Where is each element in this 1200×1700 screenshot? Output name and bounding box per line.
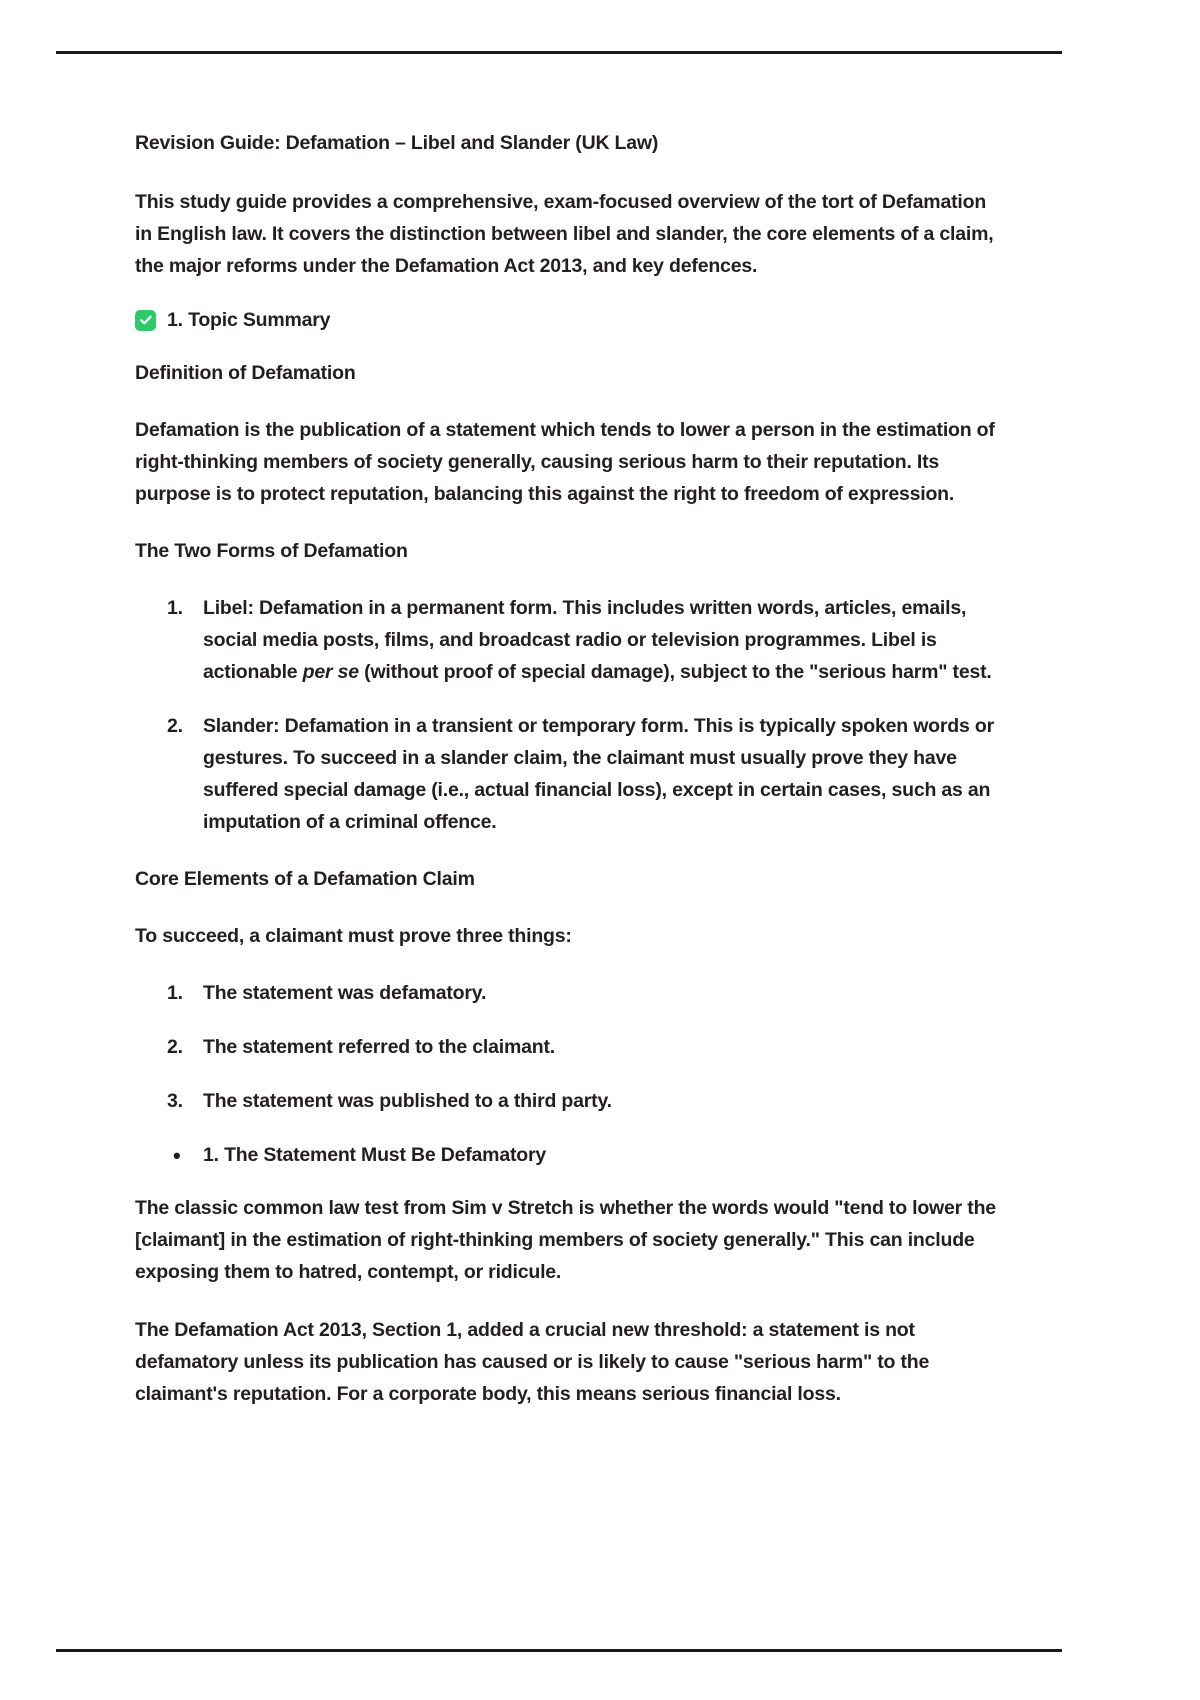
- list-item: [135, 710, 1007, 838]
- bullet-marker: •: [173, 1143, 181, 1168]
- list-item: [135, 1032, 1007, 1062]
- forms-heading: The Two Forms of Defamation: [135, 540, 408, 562]
- core-elements-heading: Core Elements of a Defamation Claim: [135, 868, 475, 890]
- section-heading-topic-summary: [135, 308, 1007, 332]
- list-item: [135, 1140, 1007, 1170]
- list-marker: 1.: [167, 982, 183, 1004]
- list-item-text: The statement was defamatory.: [203, 982, 487, 1004]
- page-title: Revision Guide: Defamation – Libel and Slander (UK Law): [135, 132, 659, 154]
- list-marker: 2.: [167, 715, 183, 737]
- definition-heading: Definition of Defamation: [135, 362, 356, 384]
- closing-paragraph-1: The classic common law test from Sim v Stretch is whether the words would "tend to lower the [claimant] in the estimation of right-thinking members of society generally." This can include exposing them to hatred, contempt, or ridicule.: [135, 1197, 996, 1283]
- page-top-divider: [56, 51, 1062, 54]
- closing-paragraph-2: The Defamation Act 2013, Section 1, added a crucial new threshold: a statement is not defamatory unless its publication has caused or is likely to cause "serious harm" to the claimant's reputation. For a corporate body, this means serious financial loss.: [135, 1319, 930, 1405]
- list-item: [135, 592, 1007, 688]
- list-marker: 1.: [167, 597, 183, 619]
- list-marker: 2.: [167, 1036, 183, 1058]
- document-content: [135, 128, 1007, 1436]
- list-item-text-before: Libel: Defamation in a permanent form. This includes written words, articles, emails, social media posts, films, and broadcast radio or television programmes. Libel is actionable: [203, 597, 967, 683]
- list-item-text-after: (without proof of special damage), subject to the "serious harm" test.: [358, 661, 992, 683]
- list-item: [135, 1086, 1007, 1116]
- list-item-text: 1. The Statement Must Be Defamatory: [203, 1144, 547, 1166]
- intro-paragraph: This study guide provides a comprehensive, exam-focused overview of the tort of Defamation in English law. It covers the distinction between libel and slander, the core elements of a claim, the major reforms under the Defamation Act 2013, and key defences.: [135, 191, 994, 277]
- green-check-icon: [135, 310, 156, 331]
- list-item-emphasis: per se: [302, 661, 359, 683]
- list-item-text: Slander: Defamation in a transient or temporary form. This is typically spoken words or gestures. To succeed in a slander claim, the claimant must usually prove they have suffered special damage (i.e., actual financial loss), except in certain cases, such as an imputation of a criminal offence.: [203, 715, 994, 833]
- list-item-text: The statement was published to a third party.: [203, 1090, 612, 1112]
- forms-list: [135, 592, 1007, 838]
- section-title: 1. Topic Summary: [167, 309, 331, 331]
- page-bottom-divider: [56, 1649, 1062, 1652]
- list-item: [135, 978, 1007, 1008]
- sub-bullet-list: [135, 1140, 1007, 1170]
- list-item-text: The statement referred to the claimant.: [203, 1036, 555, 1058]
- list-marker: 3.: [167, 1090, 183, 1112]
- definition-paragraph: Defamation is the publication of a statement which tends to lower a person in the estimation of right-thinking members of society generally, causing serious harm to their reputation. Its purpose is to protect reputation, balancing this against the right to freedom of expression.: [135, 419, 995, 505]
- core-elements-list: [135, 978, 1007, 1116]
- core-elements-lead: To succeed, a claimant must prove three things:: [135, 925, 572, 947]
- list-item-text: [203, 592, 1007, 688]
